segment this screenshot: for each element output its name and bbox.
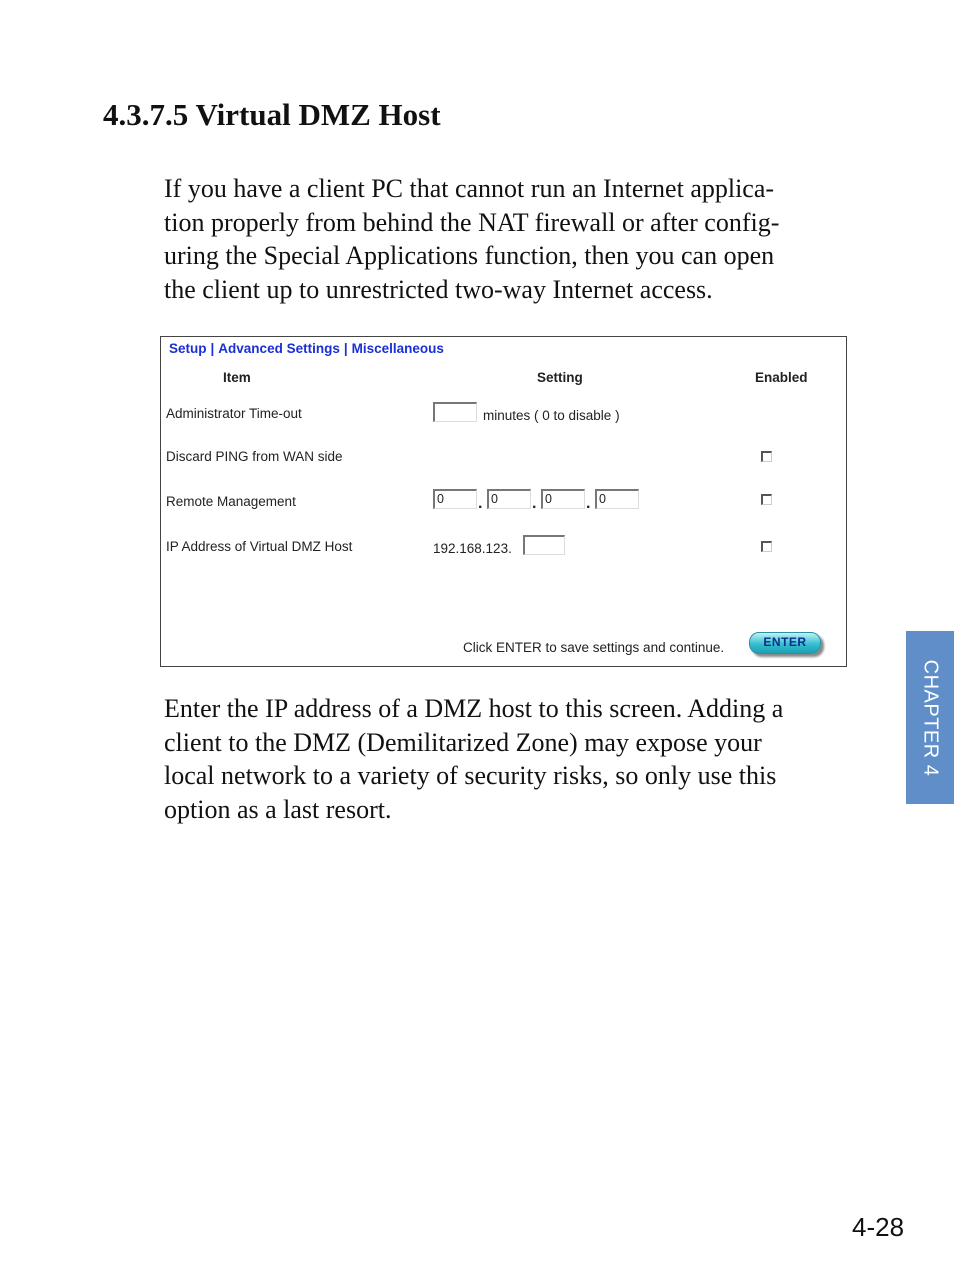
save-instruction-text: Click ENTER to save settings and continue. [463,640,725,655]
admin-timeout-label: Administrator Time-out [166,406,302,421]
remote-management-checkbox[interactable] [761,494,772,505]
admin-timeout-input[interactable] [433,402,477,422]
chapter-tab-label: CHAPTER 4 [919,659,942,776]
intro-paragraph [164,172,864,307]
misc-settings-screenshot [160,336,847,667]
outro-line: client to the DMZ (Demilitarized Zone) may expose your [164,727,762,757]
chapter-tab [906,631,954,804]
remote-ip-octet-1-input[interactable]: 0 [433,489,477,509]
outro-line: Enter the IP address of a DMZ host to this screen. Adding a [164,694,784,723]
outro-line: option as a last resort. [164,795,392,825]
remote-management-label: Remote Management [166,494,296,509]
remote-ip-octet-4-input[interactable]: 0 [595,489,639,509]
column-header-enabled: Enabled [755,370,808,385]
breadcrumb-miscellaneous-link[interactable]: Miscellaneous [351,341,444,356]
intro-line: If you have a client PC that cannot run an Internet applica- [164,174,775,203]
ip-dot: . [532,495,537,512]
dmz-host-label: IP Address of Virtual DMZ Host [166,539,353,554]
ip-dot: . [478,495,483,512]
section-heading: 4.3.7.5 Virtual DMZ Host [103,97,441,132]
breadcrumb-separator: | [210,341,215,356]
dmz-host-checkbox[interactable] [761,541,772,552]
discard-ping-label: Discard PING from WAN side [166,449,343,464]
breadcrumb-setup-link[interactable]: Setup [169,341,207,356]
intro-line: the client up to unrestricted two-way Internet access. [164,275,713,305]
breadcrumb-separator: | [343,341,348,356]
breadcrumb [169,341,444,356]
admin-timeout-hint: minutes ( 0 to disable ) [483,408,620,423]
ip-dot: . [586,495,591,512]
dmz-host-ip-prefix: 192.168.123. [433,541,512,556]
remote-ip-octet-3-input[interactable]: 0 [541,489,585,509]
dmz-host-last-octet-input[interactable] [523,535,565,555]
enter-button[interactable]: ENTER [749,632,821,654]
column-header-item: Item [223,370,251,385]
outro-paragraph [164,692,864,827]
breadcrumb-advanced-settings-link[interactable]: Advanced Settings [218,341,340,356]
outro-line: local network to a variety of security risks, so only use this [164,761,777,791]
intro-line: tion properly from behind the NAT firewall or after config- [164,207,780,237]
column-header-setting: Setting [537,370,583,385]
remote-ip-octet-2-input[interactable]: 0 [487,489,531,509]
page-number: 4-28 [852,1212,905,1242]
discard-ping-checkbox[interactable] [761,451,772,462]
intro-line: uring the Special Applications function, then you can open [164,241,775,271]
